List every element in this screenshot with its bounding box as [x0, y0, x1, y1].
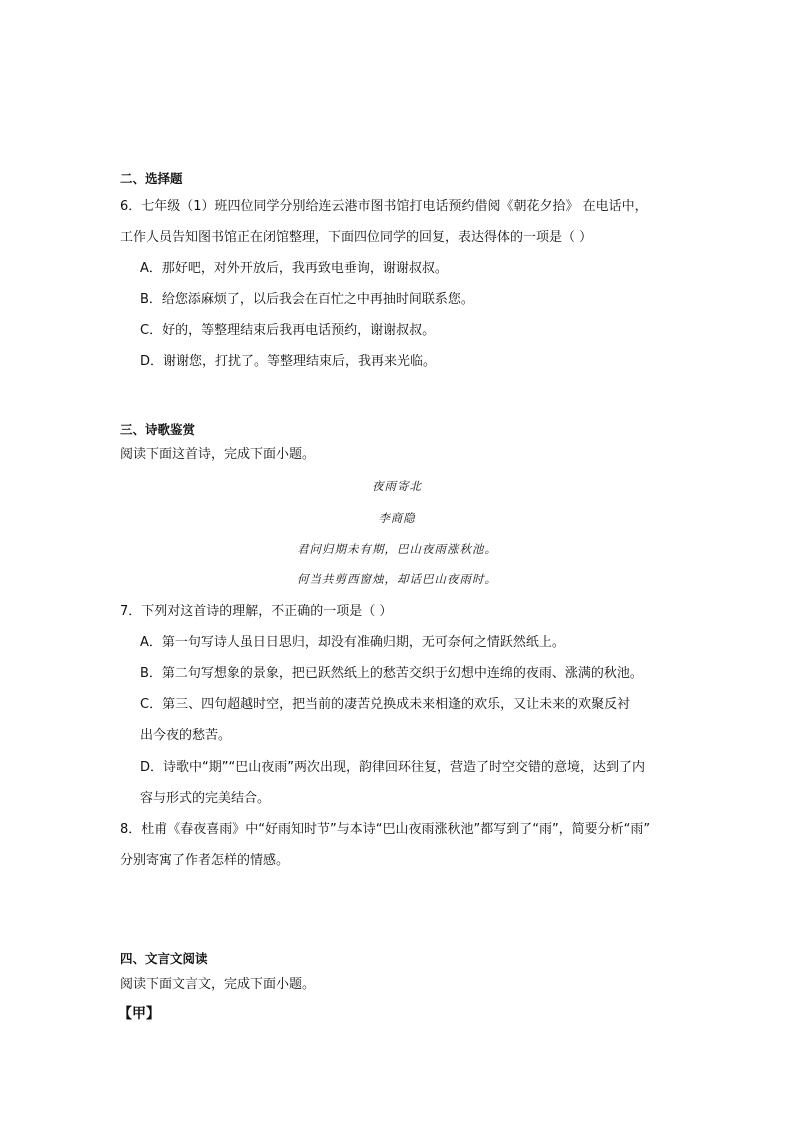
poetry-intro: 阅读下面这首诗，完成下面小题。 — [120, 447, 316, 462]
poem-line-2: 何当共剪西窗烛，却话巴山夜雨时。 — [297, 572, 497, 586]
question-7-option-a: A．第一句写诗人虽日日思归，却没有准确归期，无可奈何之情跃然纸上。 — [140, 635, 565, 650]
question-6-option-a: A．那好吧，对外开放后，我再致电垂询，谢谢叔叔。 — [140, 261, 448, 276]
question-6-option-c: C．好的，等整理结束后我再电话预约，谢谢叔叔。 — [140, 323, 436, 338]
question-6-line-2: 工作人员告知图书馆正在闭馆整理，下面四位同学的回复，表达得体的一项是（ ） — [120, 230, 593, 245]
passage-label-jia: 【甲】 — [118, 1006, 160, 1022]
classical-intro: 阅读下面文言文，完成下面小题。 — [120, 977, 316, 992]
question-7-option-d-line-1: D．诗歌中“期”“巴山夜雨”两次出现，韵律回环往复，营造了时空交错的意境，达到了内 — [140, 760, 645, 775]
question-7-stem: 7．下列对这首诗的理解，不正确的一项是（ ） — [120, 604, 393, 619]
question-7-option-b: B．第二句写想象的景象，把已跃然纸上的愁苦交织于幻想中连绵的夜雨、涨满的秋池。 — [140, 666, 643, 681]
poem-author: 李商隐 — [378, 511, 416, 525]
question-7-option-c-line-1: C．第三、四句超越时空，把当前的凄苦兑换成未来相逢的欢乐，又让未来的欢聚反衬 — [140, 697, 631, 712]
question-8-line-1: 8．杜甫《春夜喜雨》中“好雨知时节”与本诗“巴山夜雨涨秋池”都写到了“雨”，简要分析“雨” — [120, 822, 651, 837]
question-7-option-c-line-2: 出今夜的愁苦。 — [140, 728, 232, 743]
section-heading-poetry: 三、诗歌鉴赏 — [120, 422, 196, 437]
question-6-option-b: B．给您添麻烦了，以后我会在百忙之中再抽时间联系您。 — [140, 292, 474, 307]
question-8-line-2: 分别寄寓了作者怎样的情感。 — [120, 853, 290, 868]
question-6-line-1: 6．七年级（1）班四位同学分别给连云港市图书馆打电话预约借阅《朝花夕拾》 在电话中， — [120, 199, 648, 214]
poem-line-1: 君问归期未有期，巴山夜雨涨秋池。 — [297, 542, 497, 556]
question-6-option-d: D．谢谢您，打扰了。等整理结束后，我再来光临。 — [140, 354, 437, 369]
question-7-option-d-line-2: 容与形式的完美结合。 — [140, 791, 271, 806]
section-heading-choice: 二、选择题 — [120, 171, 183, 186]
poem-title: 夜雨寄北 — [372, 479, 422, 493]
section-heading-classical: 四、文言文阅读 — [120, 951, 208, 966]
